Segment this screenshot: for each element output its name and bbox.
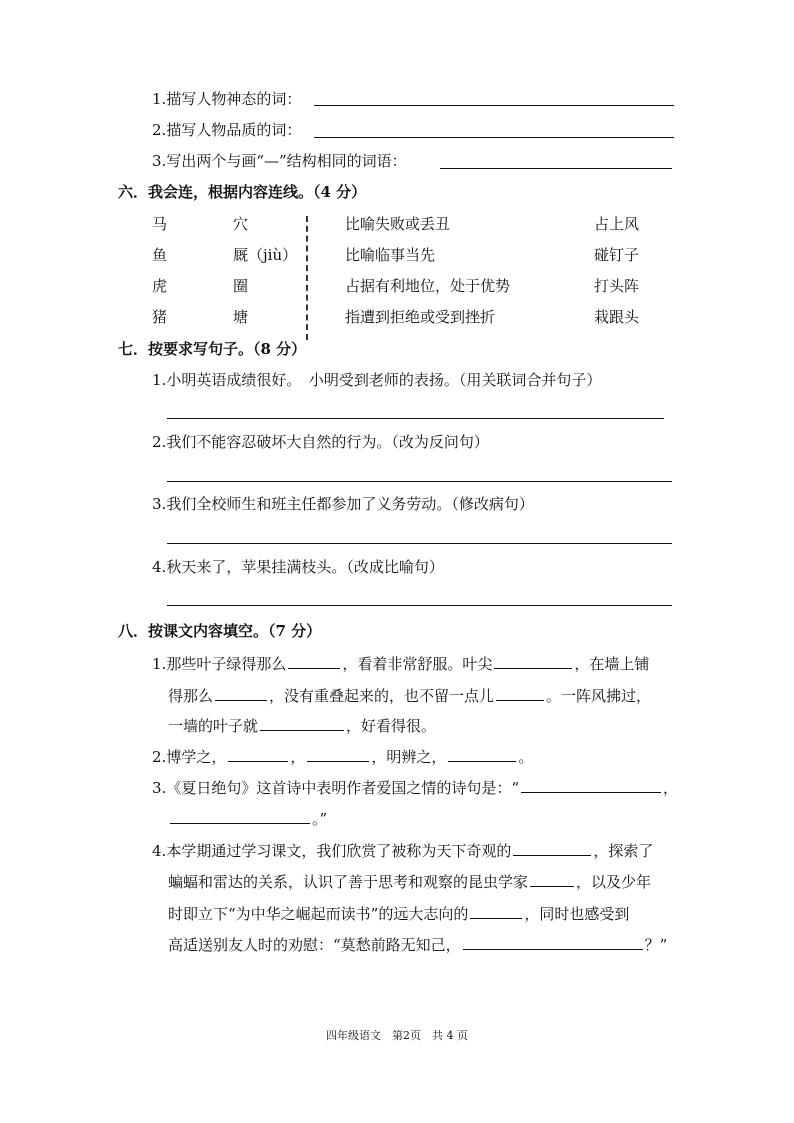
s7-answer-line-3[interactable]	[167, 543, 672, 544]
s6-home-4[interactable]: 塘	[233, 308, 249, 326]
s7-answer-line-4[interactable]	[167, 605, 672, 606]
s5-item-2	[152, 120, 301, 140]
s8-q4-blank-3[interactable]	[470, 902, 522, 919]
s6-meaning-2[interactable]: 比喻临事当先	[345, 246, 436, 264]
s8-q4-text-c: 蝙蝠和雷达的关系，认识了善于思考和观察的昆虫学家	[168, 873, 529, 891]
s7-answer-line-1[interactable]	[167, 418, 664, 419]
s7-item-2-text: 我们不能容忍破坏大自然的行为。（改为反问句）	[166, 433, 489, 451]
s8-q1-text-e: ，没有重叠起来的，也不留一点儿	[269, 687, 495, 705]
s8-q4-blank-4[interactable]	[463, 933, 643, 950]
s8-q1-num: 1.	[152, 655, 167, 673]
s8-q1-blank-2[interactable]	[494, 652, 572, 669]
s8-q1-blank-3[interactable]	[215, 684, 267, 701]
s8-q1-line1	[152, 652, 649, 674]
s8-q3-text-c: 。”	[312, 810, 328, 828]
s8-q2-text-d: 。	[518, 748, 534, 766]
s8-q1-text-g: 一墙的叶子就	[168, 717, 259, 735]
s8-q4-blank-2[interactable]	[530, 870, 574, 887]
s7-item-3-text: 我们全校师生和班主任都参加了义务劳动。（修改病句）	[166, 495, 534, 513]
s8-q3-line1	[152, 776, 678, 798]
s7-item-4-text: 秋天来了，苹果挂满枝头。（改成比喻句）	[166, 558, 444, 576]
s8-q1-text-b: ，看着非常舒服。叶尖	[342, 655, 493, 673]
s8-q2-line	[152, 745, 533, 767]
s7-item-4-num: 4.	[152, 558, 167, 576]
s7-item-3-num: 3.	[152, 495, 167, 513]
s8-q3-blank-2[interactable]	[170, 807, 310, 824]
s8-q1-text-c: ，在墙上铺	[574, 655, 650, 673]
section6-heading: 六．我会连，根据内容连线。（4 分）	[118, 183, 367, 201]
s6-idiom-2[interactable]: 碰钉子	[594, 246, 640, 264]
s6-animal-4[interactable]: 猪	[152, 308, 168, 326]
s6-home-2[interactable]: 厩（jiù）	[233, 246, 298, 264]
s8-q1-blank-5[interactable]	[260, 714, 344, 731]
s5-item-2-num: 2.	[152, 121, 167, 139]
section8-heading: 八．按课文内容填空。（7 分）	[118, 622, 322, 640]
s8-q3-num: 3.	[152, 779, 167, 797]
s7-item-1-text: 小明英语成绩很好。 小明受到老师的表扬。（用关联词合并句子）	[166, 371, 602, 389]
s8-q2-num: 2.	[152, 748, 167, 766]
s8-q4-blank-1[interactable]	[513, 839, 591, 856]
s6-idiom-4[interactable]: 栽跟头	[594, 308, 640, 326]
s8-q3-blank-1[interactable]	[521, 776, 661, 793]
s8-q3-line2	[168, 807, 327, 829]
s5-item-1	[152, 89, 301, 109]
s8-q4-num: 4.	[152, 842, 167, 860]
s8-q3-text-a: 《夏日绝句》这首诗中表明作者爱国之情的诗句是：“	[166, 779, 519, 797]
s8-q2-text-c: ，明辨之，	[371, 748, 447, 766]
s6-meaning-1[interactable]: 比喻失败或丢丑	[345, 215, 451, 233]
s8-q4-text-g: 高适送别友人时的劝慰：“莫愁前路无知己，	[168, 936, 461, 954]
s6-animal-1[interactable]: 马	[152, 215, 168, 233]
s8-q4-text-e: 时即立下“为中华之崛起而读书”的远大志向的	[168, 905, 469, 923]
s6-home-1[interactable]: 穴	[233, 215, 249, 233]
s8-q4-line1	[152, 839, 653, 861]
s7-item-3	[152, 494, 534, 514]
s8-q1-text-f: 。一阵风拂过，	[546, 687, 652, 705]
s8-q4-text-f: ，同时也感受到	[524, 905, 630, 923]
s7-item-4	[152, 557, 444, 577]
s6-dashed-divider	[306, 216, 308, 340]
s8-q4-line2	[168, 870, 651, 892]
s8-q4-line4	[168, 933, 667, 955]
s5-item-1-text: 描写人物神态的词：	[166, 90, 302, 108]
s8-q4-text-h: ？”	[644, 936, 668, 954]
s7-item-1	[152, 370, 601, 390]
s6-animal-2[interactable]: 鱼	[152, 246, 168, 264]
s8-q1-line3	[168, 714, 436, 736]
s6-idiom-1[interactable]: 占上风	[594, 215, 640, 233]
s8-q1-text-a: 那些叶子绿得那么	[166, 655, 287, 673]
s8-q2-blank-2[interactable]	[307, 745, 369, 762]
s6-meaning-3[interactable]: 占据有利地位，处于优势	[345, 277, 511, 295]
s8-q2-text-b: ，	[290, 748, 306, 766]
s5-item-3	[152, 151, 407, 171]
s7-answer-line-2[interactable]	[167, 481, 672, 482]
s8-q4-text-b: ，探索了	[593, 842, 654, 860]
s7-item-2-num: 2.	[152, 433, 167, 451]
s5-item-3-text: 写出两个与画“—”结构相同的词语：	[166, 152, 407, 170]
s5-answer-line-1[interactable]	[314, 105, 674, 106]
s8-q2-text-a: 博学之，	[166, 748, 227, 766]
page-footer: 四年级语文 第2页 共 4 页	[326, 1029, 468, 1042]
s8-q4-text-a: 本学期通过学习课文，我们欣赏了被称为天下奇观的	[166, 842, 512, 860]
s6-home-3[interactable]: 圈	[233, 277, 249, 295]
s8-q2-blank-1[interactable]	[228, 745, 288, 762]
s8-q1-text-h: ，好看得很。	[346, 717, 437, 735]
s5-item-1-num: 1.	[152, 90, 167, 108]
s5-item-2-text: 描写人物品质的词：	[166, 121, 302, 139]
s5-item-3-num: 3.	[152, 152, 167, 170]
s8-q4-text-d: ，以及少年	[576, 873, 652, 891]
s8-q1-text-d: 得那么	[168, 687, 214, 705]
s6-meaning-4[interactable]: 指遭到拒绝或受到挫折	[345, 308, 496, 326]
s8-q4-line3	[168, 902, 629, 924]
s8-q1-blank-4[interactable]	[496, 684, 544, 701]
s7-item-1-num: 1.	[152, 371, 167, 389]
s8-q2-blank-3[interactable]	[448, 745, 516, 762]
s8-q3-text-b: ，	[662, 779, 678, 797]
s5-answer-line-2[interactable]	[314, 137, 674, 138]
section7-heading: 七．按要求写句子。（8 分）	[118, 340, 307, 358]
s6-idiom-3[interactable]: 打头阵	[594, 277, 640, 295]
s8-q1-blank-1[interactable]	[288, 652, 340, 669]
s6-animal-3[interactable]: 虎	[152, 277, 168, 295]
s7-item-2	[152, 432, 489, 452]
s8-q1-line2	[168, 684, 651, 706]
s5-answer-line-3[interactable]	[440, 168, 672, 169]
